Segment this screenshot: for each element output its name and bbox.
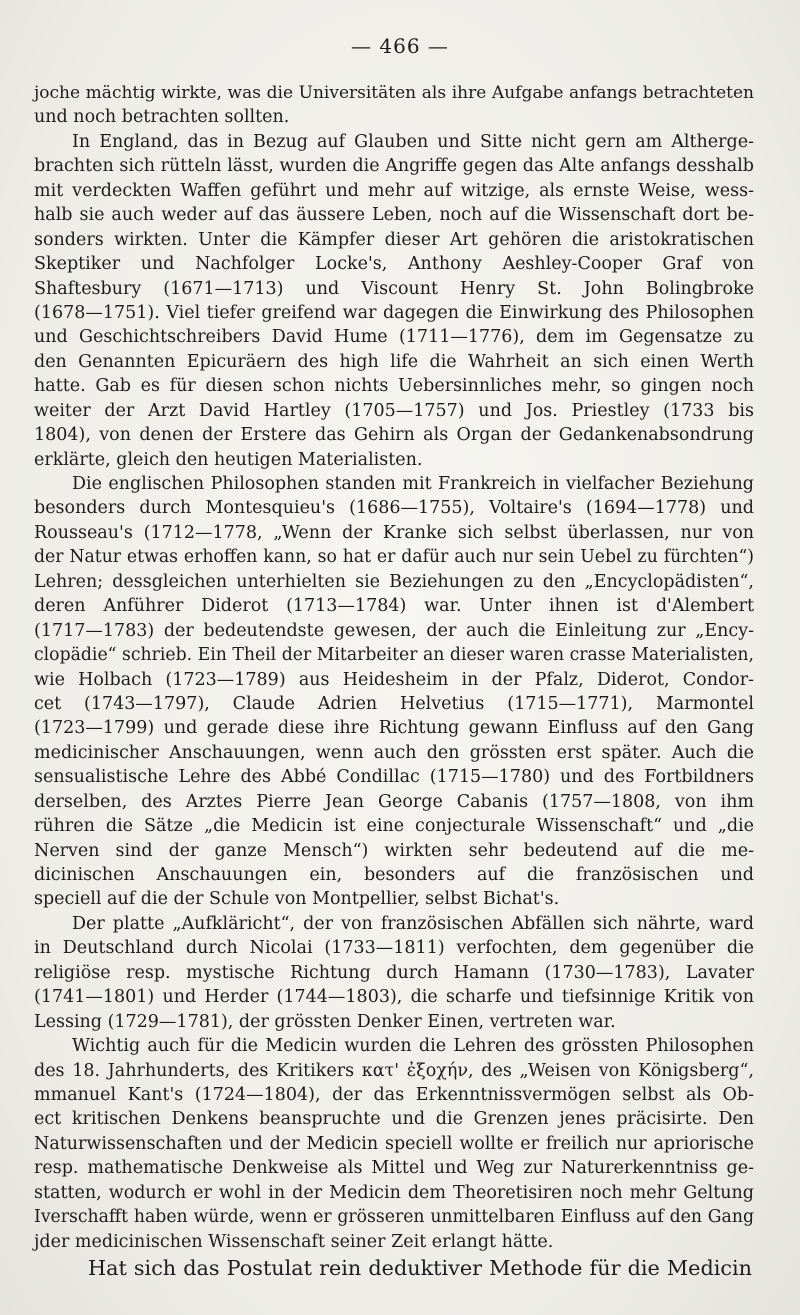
text-line: des 18. Jahrhunderts, des Kritikers κατ' ἐξοχήν, des „Weisen von Königsberg“,	[34, 1060, 754, 1081]
text-line: brachten sich rütteln lässt, wurden die Angriffe gegen das Alte anfangs desshalb	[34, 156, 754, 177]
text-line: In England, das in Bezug auf Glauben und Sitte nicht gern am Altherge-	[72, 131, 754, 152]
text-line: und noch betrachten sollten.	[34, 107, 290, 128]
text-line: hatte. Gab es für diesen schon nichts Uebersinnliches mehr, so gingen noch	[34, 376, 754, 397]
text-line: medicinischer Anschauungen, wenn auch den grössten erst später. Auch die	[34, 742, 754, 763]
page-number: — 466 —	[351, 34, 449, 58]
text-line: (1717—1783) der bedeutendste gewesen, der auch die Einleitung zur „Ency-	[34, 620, 754, 641]
text-line: der Natur etwas erhoffen kann, so hat er dafür auch nur sein Uebel zu fürchten“)	[34, 547, 754, 568]
text-line: (1678—1751). Viel tiefer greifend war dagegen die Einwirkung des Philosophen	[34, 302, 754, 323]
text-line: jder medicinischen Wissenschaft seiner Zeit erlangt hätte.	[34, 1231, 554, 1252]
text-line: (1723—1799) und gerade diese ihre Richtung gewann Einfluss auf den Gang	[34, 718, 754, 739]
closing-headline: Hat sich das Postulat rein deduktiver Methode für die Medicin	[88, 1256, 752, 1280]
text-line: halb sie auch weder auf das äussere Leben, noch auf die Wissenschaft dort be-	[34, 205, 754, 226]
text-line: mit verdeckten Waffen geführt und mehr auf witzige, als ernste Weise, wess-	[34, 180, 754, 201]
text-line: cet (1743—1797), Claude Adrien Helvetius (1715—1771), Marmontel	[34, 693, 754, 714]
text-line: Naturwissenschaften und der Medicin speciell wollte er freilich nur apriorische	[34, 1133, 754, 1154]
text-line: den Genannten Epicuräern des high life die Wahrheit an sich einen Werth	[34, 351, 754, 372]
text-line: (1741—1801) und Herder (1744—1803), die scharfe und tiefsinnige Kritik von	[34, 987, 754, 1008]
text-line: Nerven sind der ganze Mensch“) wirkten sehr bedeutend auf die me-	[34, 840, 754, 861]
text-line: deren Anführer Diderot (1713—1784) war. Unter ihnen ist d'Alembert	[34, 596, 754, 617]
text-line: in Deutschland durch Nicolai (1733—1811) verfochten, dem gegenüber die	[34, 938, 754, 959]
text-line: und Geschichtschreibers David Hume (1711—1776), dem im Gegensatze zu	[34, 327, 754, 348]
text-line: Shaftesbury (1671—1713) und Viscount Henry St. John Bolingbroke	[34, 278, 754, 299]
text-line: dicinischen Anschauungen ein, besonders auf die französischen und	[34, 865, 754, 885]
text-line: rühren die Sätze „die Medicin ist eine conjecturale Wissenschaft“ und „die	[34, 816, 754, 837]
text-line: Iverschafft haben würde, wenn er grösseren unmittelbaren Einfluss auf den Gang	[34, 1207, 754, 1228]
text-line: weiter der Arzt David Hartley (1705—1757) und Jos. Priestley (1733 bis	[34, 400, 754, 421]
text-line: Der platte „Aufkläricht“, der von französischen Abfällen sich nährte, ward	[72, 913, 754, 934]
text-line: Die englischen Philosophen standen mit Frankreich in vielfacher Beziehung	[72, 474, 754, 494]
text-line: sensualistische Lehre des Abbé Condillac (1715—1780) und des Fortbildners	[34, 767, 754, 788]
text-line: sonders wirkten. Unter die Kämpfer dieser Art gehören die aristokratischen	[34, 229, 754, 250]
text-line: religiöse resp. mystische Richtung durch Hamann (1730—1783), Lavater	[34, 962, 754, 983]
text-line: Rousseau's (1712—1778, „Wenn der Kranke sich selbst überlassen, nur von	[34, 522, 754, 543]
text-line: Lehren; dessgleichen unterhielten sie Beziehungen zu den „Encyclopädisten“,	[34, 571, 754, 592]
text-line: Lessing (1729—1781), der grössten Denker Einen, vertreten war.	[34, 1011, 616, 1032]
body-text	[34, 81, 754, 1254]
text-line: 1804), von denen der Erstere das Gehirn als Organ der Gedankenabsondrung	[34, 425, 754, 446]
text-line: Skeptiker und Nachfolger Locke's, Anthony Aeshley-Cooper Graf von	[34, 254, 754, 275]
text-line: statten, wodurch er wohl in der Medicin dem Theoretisiren noch mehr Geltung	[34, 1182, 754, 1203]
text-line: erklärte, gleich den heutigen Materialisten.	[34, 449, 423, 470]
text-line: clopädie“ schrieb. Ein Theil der Mitarbeiter an dieser waren crasse Materialisten,	[34, 645, 754, 666]
text-line: Wichtig auch für die Medicin wurden die Lehren des grössten Philosophen	[72, 1036, 754, 1057]
text-line: joche mächtig wirkte, was die Universitäten als ihre Aufgabe anfangs betrachteten	[34, 83, 754, 103]
text-line: ect kritischen Denkens beanspruchte und die Grenzen jenes präcisirte. Den	[34, 1109, 754, 1130]
text-line: derselben, des Arztes Pierre Jean George Cabanis (1757—1808, von ihm	[34, 791, 754, 812]
text-line: mmanuel Kant's (1724—1804), der das Erkenntnissvermögen selbst als Ob-	[34, 1084, 754, 1105]
text-line: speciell auf die der Schule von Montpellier, selbst Bichat's.	[34, 889, 560, 910]
text-line: wie Holbach (1723—1789) aus Heidesheim in der Pfalz, Diderot, Condor-	[34, 669, 754, 690]
text-line: resp. mathematische Denkweise als Mittel und Weg zur Naturerkenntniss ge-	[34, 1158, 754, 1179]
text-line: besonders durch Montesquieu's (1686—1755), Voltaire's (1694—1778) und	[34, 498, 754, 519]
